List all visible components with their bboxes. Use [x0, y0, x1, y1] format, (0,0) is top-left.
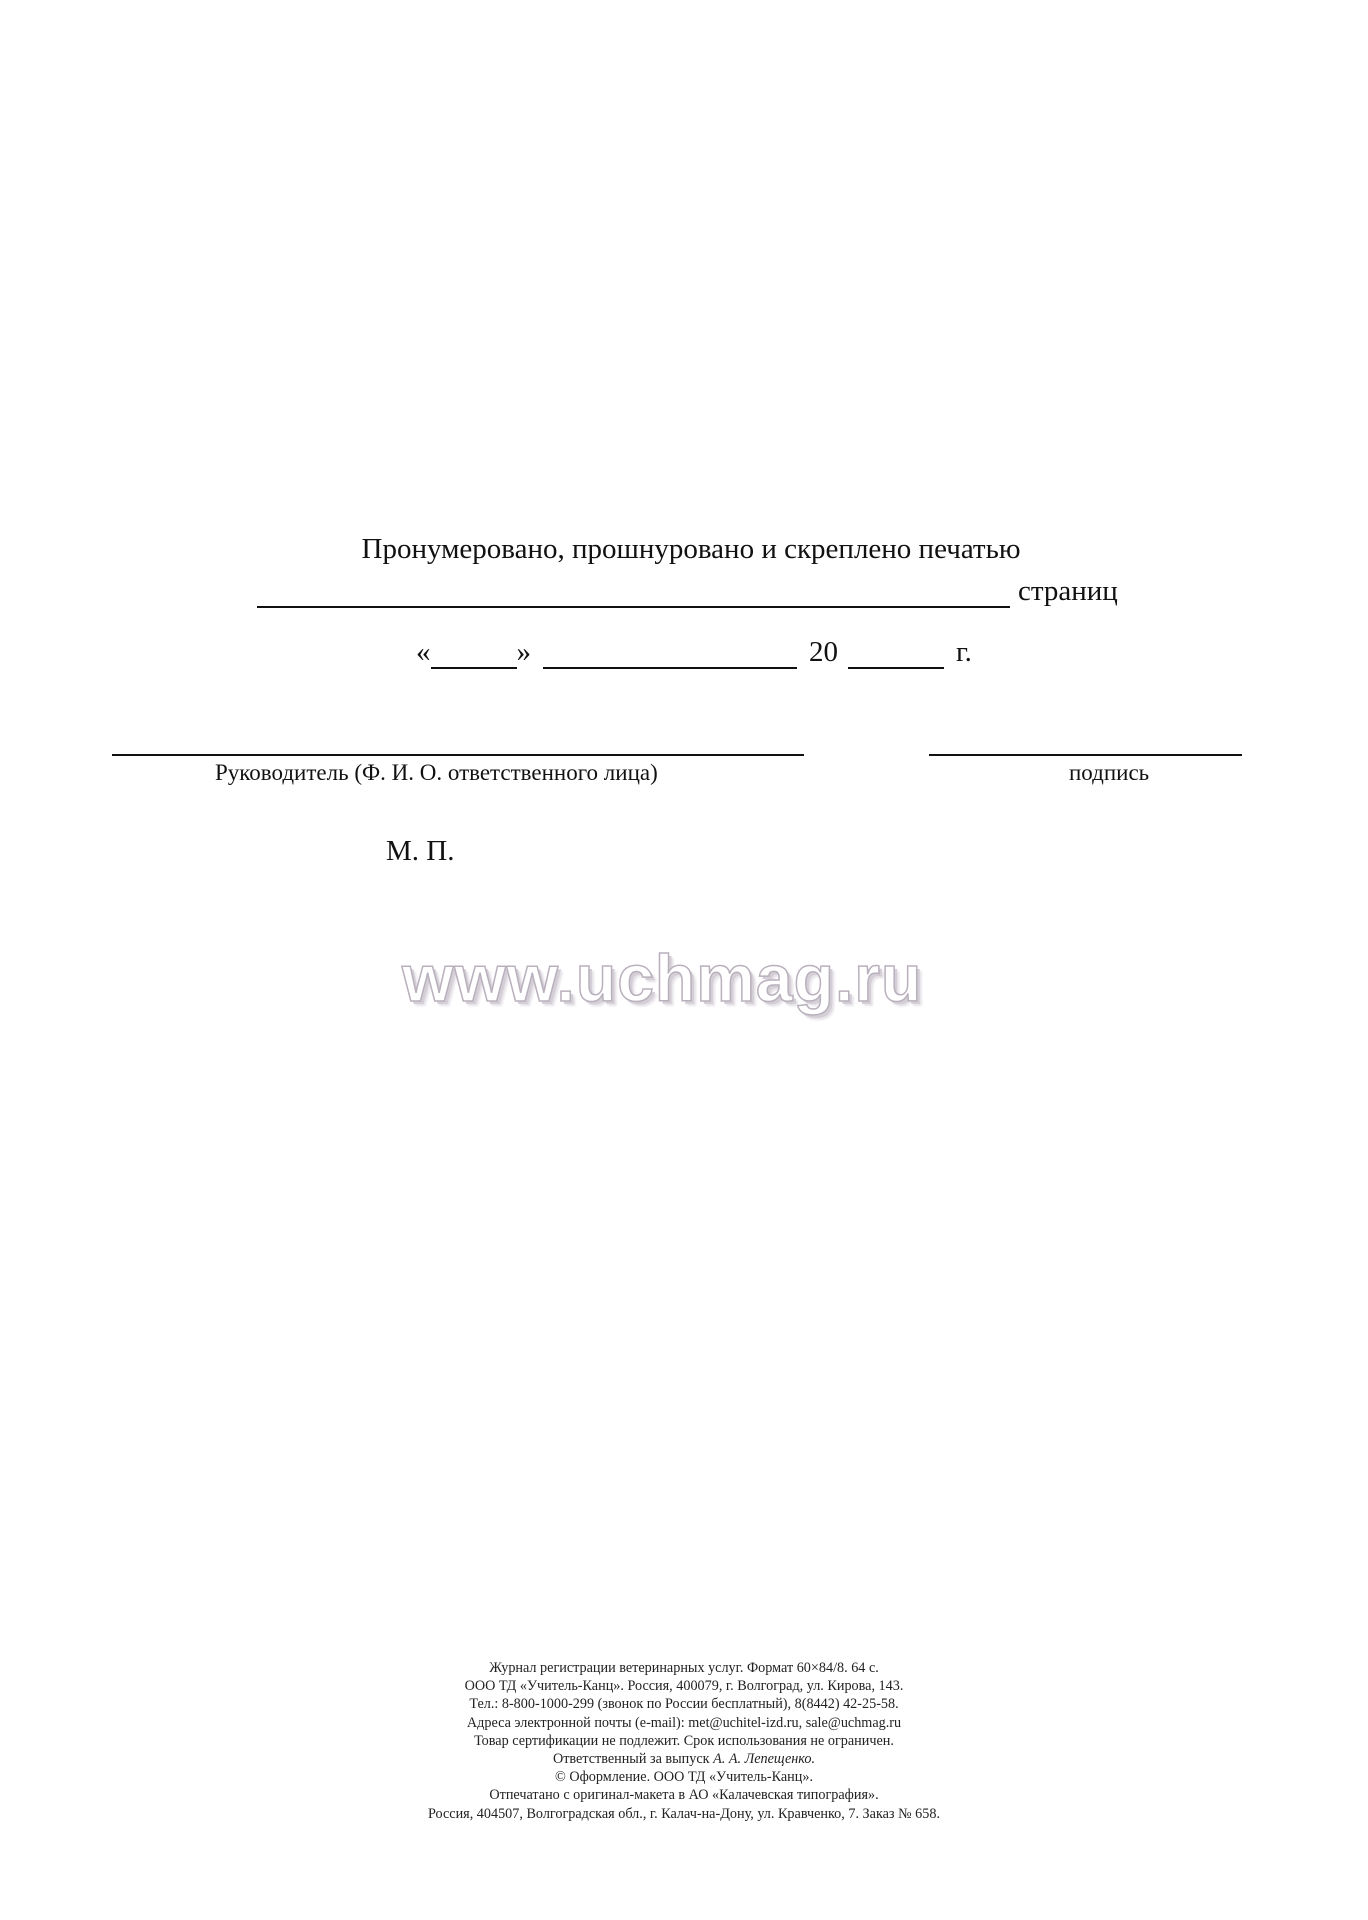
stamp-place-label: М. П. — [386, 835, 455, 867]
imprint-line: Россия, 404507, Волгоградская обл., г. Калач-на-Дону, ул. Кравченко, 7. Заказ № 658. — [428, 1805, 940, 1822]
watermark: www.uchmag.ru — [402, 941, 923, 1015]
imprint-line: Адреса электронной почты (e-mail): met@uchitel-izd.ru, sale@uchmag.ru — [466, 1714, 902, 1731]
imprint-line: Журнал регистрации ветеринарных услуг. Формат 60×84/8. 64 с. — [489, 1660, 879, 1676]
day-blank[interactable] — [431, 637, 517, 669]
imprint — [0, 1659, 1368, 1823]
head-name-line[interactable] — [112, 754, 804, 756]
day-open-quote: « — [416, 636, 431, 668]
century-label: 20 — [809, 636, 838, 668]
pages-count-blank[interactable] — [257, 576, 1010, 608]
imprint-line: Отпечатано с оригинал-макета в АО «Калачевская типография». — [489, 1787, 879, 1804]
imprint-line: Тел.: 8-800-1000-299 (звонок по России бесплатный), 8(8442) 42-25-58. — [469, 1696, 899, 1713]
pages-count-row — [257, 575, 1118, 608]
imprint-line: Товар сертификации не подлежит. Срок использования не ограничен. — [474, 1732, 894, 1749]
year-suffix: г. — [956, 636, 972, 668]
year-blank[interactable] — [848, 637, 944, 669]
imprint-responsible-name: А. А. Лепещенко. — [713, 1751, 816, 1768]
imprint-line: © Оформление. ООО ТД «Учитель-Канц». — [555, 1769, 813, 1786]
month-blank[interactable] — [543, 637, 797, 669]
head-caption: Руководитель (Ф. И. О. ответственного лица) — [215, 760, 658, 785]
certification-title: Пронумеровано, прошнуровано и скреплено печатью — [361, 533, 1021, 565]
signature-line[interactable] — [929, 754, 1242, 756]
date-row — [416, 636, 972, 669]
day-close-quote: » — [516, 636, 531, 668]
imprint-line: ООО ТД «Учитель-Канц». Россия, 400079, г. Волгоград, ул. Кирова, 143. — [464, 1678, 904, 1695]
pages-label: страниц — [1018, 575, 1118, 607]
signature-caption: подпись — [1069, 760, 1150, 785]
imprint-line — [0, 1750, 1368, 1768]
imprint-responsible-prefix: Ответственный за выпуск — [552, 1751, 714, 1768]
